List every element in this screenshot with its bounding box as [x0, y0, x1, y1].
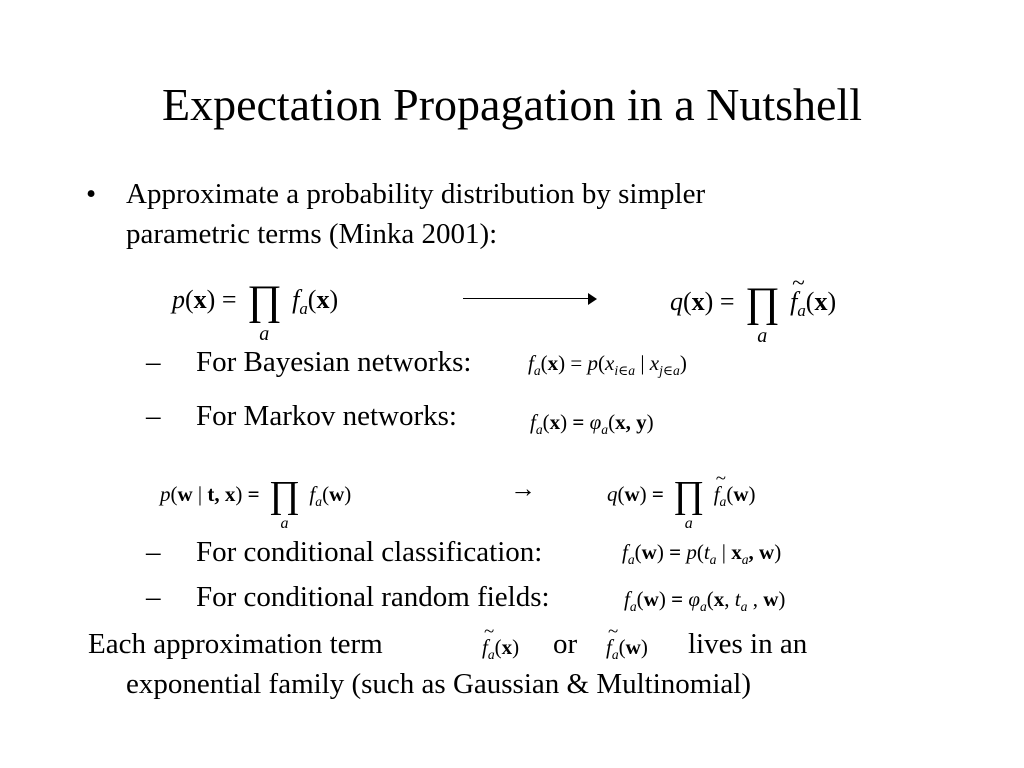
markov-equation: $f_a(x) = \varphi_a(x$, y)	[530, 410, 654, 437]
bayes-equation: $f_a(x) = p(x_{i\in a}$ | $x_{j\in a}$)	[528, 351, 687, 378]
final-text-or: or	[553, 628, 578, 660]
dash-marker: –	[146, 400, 161, 432]
arrow-symbol: →	[510, 474, 536, 503]
equation-p-w: p(w | t, x) = ∏ a $f_a(w)$	[160, 474, 352, 532]
bullet-marker: •	[86, 178, 97, 210]
approx-term-w: ~ $f_a(w)$	[606, 635, 648, 660]
final-text-a: Each approximation term	[88, 628, 383, 660]
crf-equation: $f_a(w) = \varphi_a(x$, $t_a$ , w)	[624, 587, 786, 614]
bullet-text-line1: Approximate a probability distribution by simpler	[126, 178, 706, 210]
slide-title: Expectation Propagation in a Nutshell	[161, 79, 863, 130]
arrow-head	[588, 293, 597, 305]
final-text-b: lives in an	[688, 628, 808, 660]
dash-marker: –	[146, 536, 161, 568]
approx-term-x: ~ $f_a(x)$	[482, 635, 519, 660]
final-text-line2: exponential family (such as Gaussian & Multinomial)	[126, 668, 751, 700]
bullet-text-line2: parametric terms (Minka 2001):	[126, 218, 498, 250]
equation-p-x: p(x) = ∏ a $f_a(x)$	[172, 278, 339, 345]
equation-q-x: q(x) = ∏ a ~ $f_a(x)$	[670, 282, 836, 324]
arrow-line	[463, 298, 591, 299]
markov-label: For Markov networks:	[196, 400, 457, 432]
crf-label: For conditional random fields:	[196, 581, 550, 613]
cond-class-label: For conditional classification:	[196, 536, 543, 568]
bayes-label: For Bayesian networks:	[196, 346, 472, 378]
dash-marker: –	[146, 581, 161, 613]
equation-q-w: q(w) = ∏ a ~ $f_a(w)$	[607, 476, 756, 514]
dash-marker: –	[146, 346, 161, 378]
cond-class-equation: $f_a(w) = p(t_a$ | $x_a$, w)	[622, 540, 782, 567]
